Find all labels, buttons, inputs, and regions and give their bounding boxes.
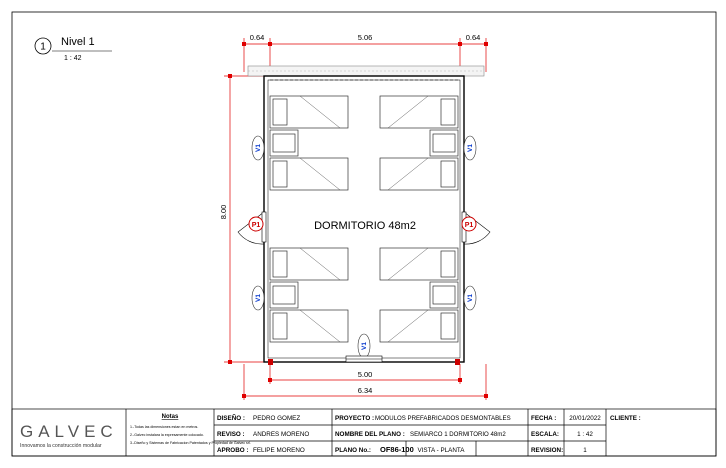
diseno-value: PEDRO GOMEZ [253, 415, 301, 422]
reviso-label: REVISO : [217, 431, 245, 438]
window-tag-right-lower [464, 286, 476, 310]
window-tag-left-upper [252, 136, 264, 160]
nightstand [430, 282, 458, 308]
view-number: 1 [40, 41, 46, 53]
notes-title: Notas [161, 414, 179, 420]
bed [380, 248, 458, 280]
revision-value: 1 [583, 447, 587, 454]
revision-label: REVISION: [531, 447, 564, 454]
window-tag-bottom [358, 334, 370, 358]
plano-value: OF86-100 [380, 445, 414, 454]
svg-text:GALVEC: GALVEC [20, 422, 118, 441]
beds-right [380, 96, 458, 342]
svg-text:V1: V1 [467, 294, 474, 302]
svg-text:V1: V1 [255, 294, 262, 302]
nombre-value: SEMIARCO 1 DORMITORIO 48m2 [410, 431, 506, 438]
bed [270, 248, 348, 280]
bottom-wall-opening [346, 356, 382, 362]
dim-bottom-outer: 6.34 [357, 386, 373, 395]
corner-post-left [268, 359, 273, 365]
bed [380, 158, 458, 190]
note-1: 1.-Todas las dimensiones estan en metros. [130, 425, 199, 429]
svg-text:P1: P1 [464, 222, 474, 229]
escala-label: ESCALA: [531, 431, 559, 438]
window-tag-left-lower [252, 286, 264, 310]
dim-bottom-inner: 5.00 [357, 370, 373, 379]
beds-left [270, 96, 348, 342]
escala-value: 1 : 42 [577, 431, 593, 438]
bed [380, 310, 458, 342]
diseno-label: DISEÑO : [217, 415, 245, 422]
view-name: Nivel 1 [61, 36, 95, 48]
plano-label: PLANO No.: [335, 447, 372, 454]
svg-text:V1: V1 [255, 144, 262, 152]
bed [270, 158, 348, 190]
reviso-value: ANDRES MORENO [253, 431, 310, 438]
dim-top-right: 0.64 [465, 33, 481, 42]
view-scale: 1 : 42 [64, 55, 82, 62]
bed [270, 96, 348, 128]
window-tag-right-upper [464, 136, 476, 160]
vista-value: VISTA - PLANTA [417, 447, 465, 454]
aprobo-value: FELIPE MORENO [253, 447, 305, 454]
fecha-label: FECHA : [531, 415, 557, 422]
note-3: 3.-Diseño y Sistemas de Fabricacion Patentados y Propiedad de Galvec srl. [130, 441, 251, 445]
nightstand [270, 130, 298, 156]
nightstand [270, 282, 298, 308]
aprobo-label: APROBO : [217, 447, 249, 454]
galvec-logo [20, 422, 118, 449]
nombre-label: NOMBRE DEL PLANO : [335, 431, 405, 438]
nightstand [430, 130, 458, 156]
proyecto-label: PROYECTO : [335, 415, 375, 422]
svg-text:V1: V1 [361, 342, 368, 350]
view-title [35, 36, 112, 62]
corner-post-right [455, 359, 460, 365]
roof-band [248, 66, 484, 76]
note-2: 2.-Galvec instalara la expresamente colocado. [130, 433, 204, 437]
room-label: DORMITORIO 48m2 [314, 220, 416, 232]
door-tag-right [462, 217, 476, 231]
door-tag-left [249, 217, 263, 231]
svg-text:V1: V1 [467, 144, 474, 152]
dim-top-left: 0.64 [249, 33, 265, 42]
cliente-label: CLIENTE : [610, 415, 641, 422]
slogan: Innovamos la construcción modular [20, 443, 102, 449]
svg-text:P1: P1 [251, 222, 261, 229]
dim-top-center: 5.06 [357, 33, 373, 42]
dim-left-height: 8.00 [219, 204, 228, 220]
proyecto-value: MODULOS PREFABRICADOS DESMONTABLES [375, 415, 511, 422]
fecha-value: 20/01/2022 [569, 415, 601, 422]
bed [380, 96, 458, 128]
bed [270, 310, 348, 342]
